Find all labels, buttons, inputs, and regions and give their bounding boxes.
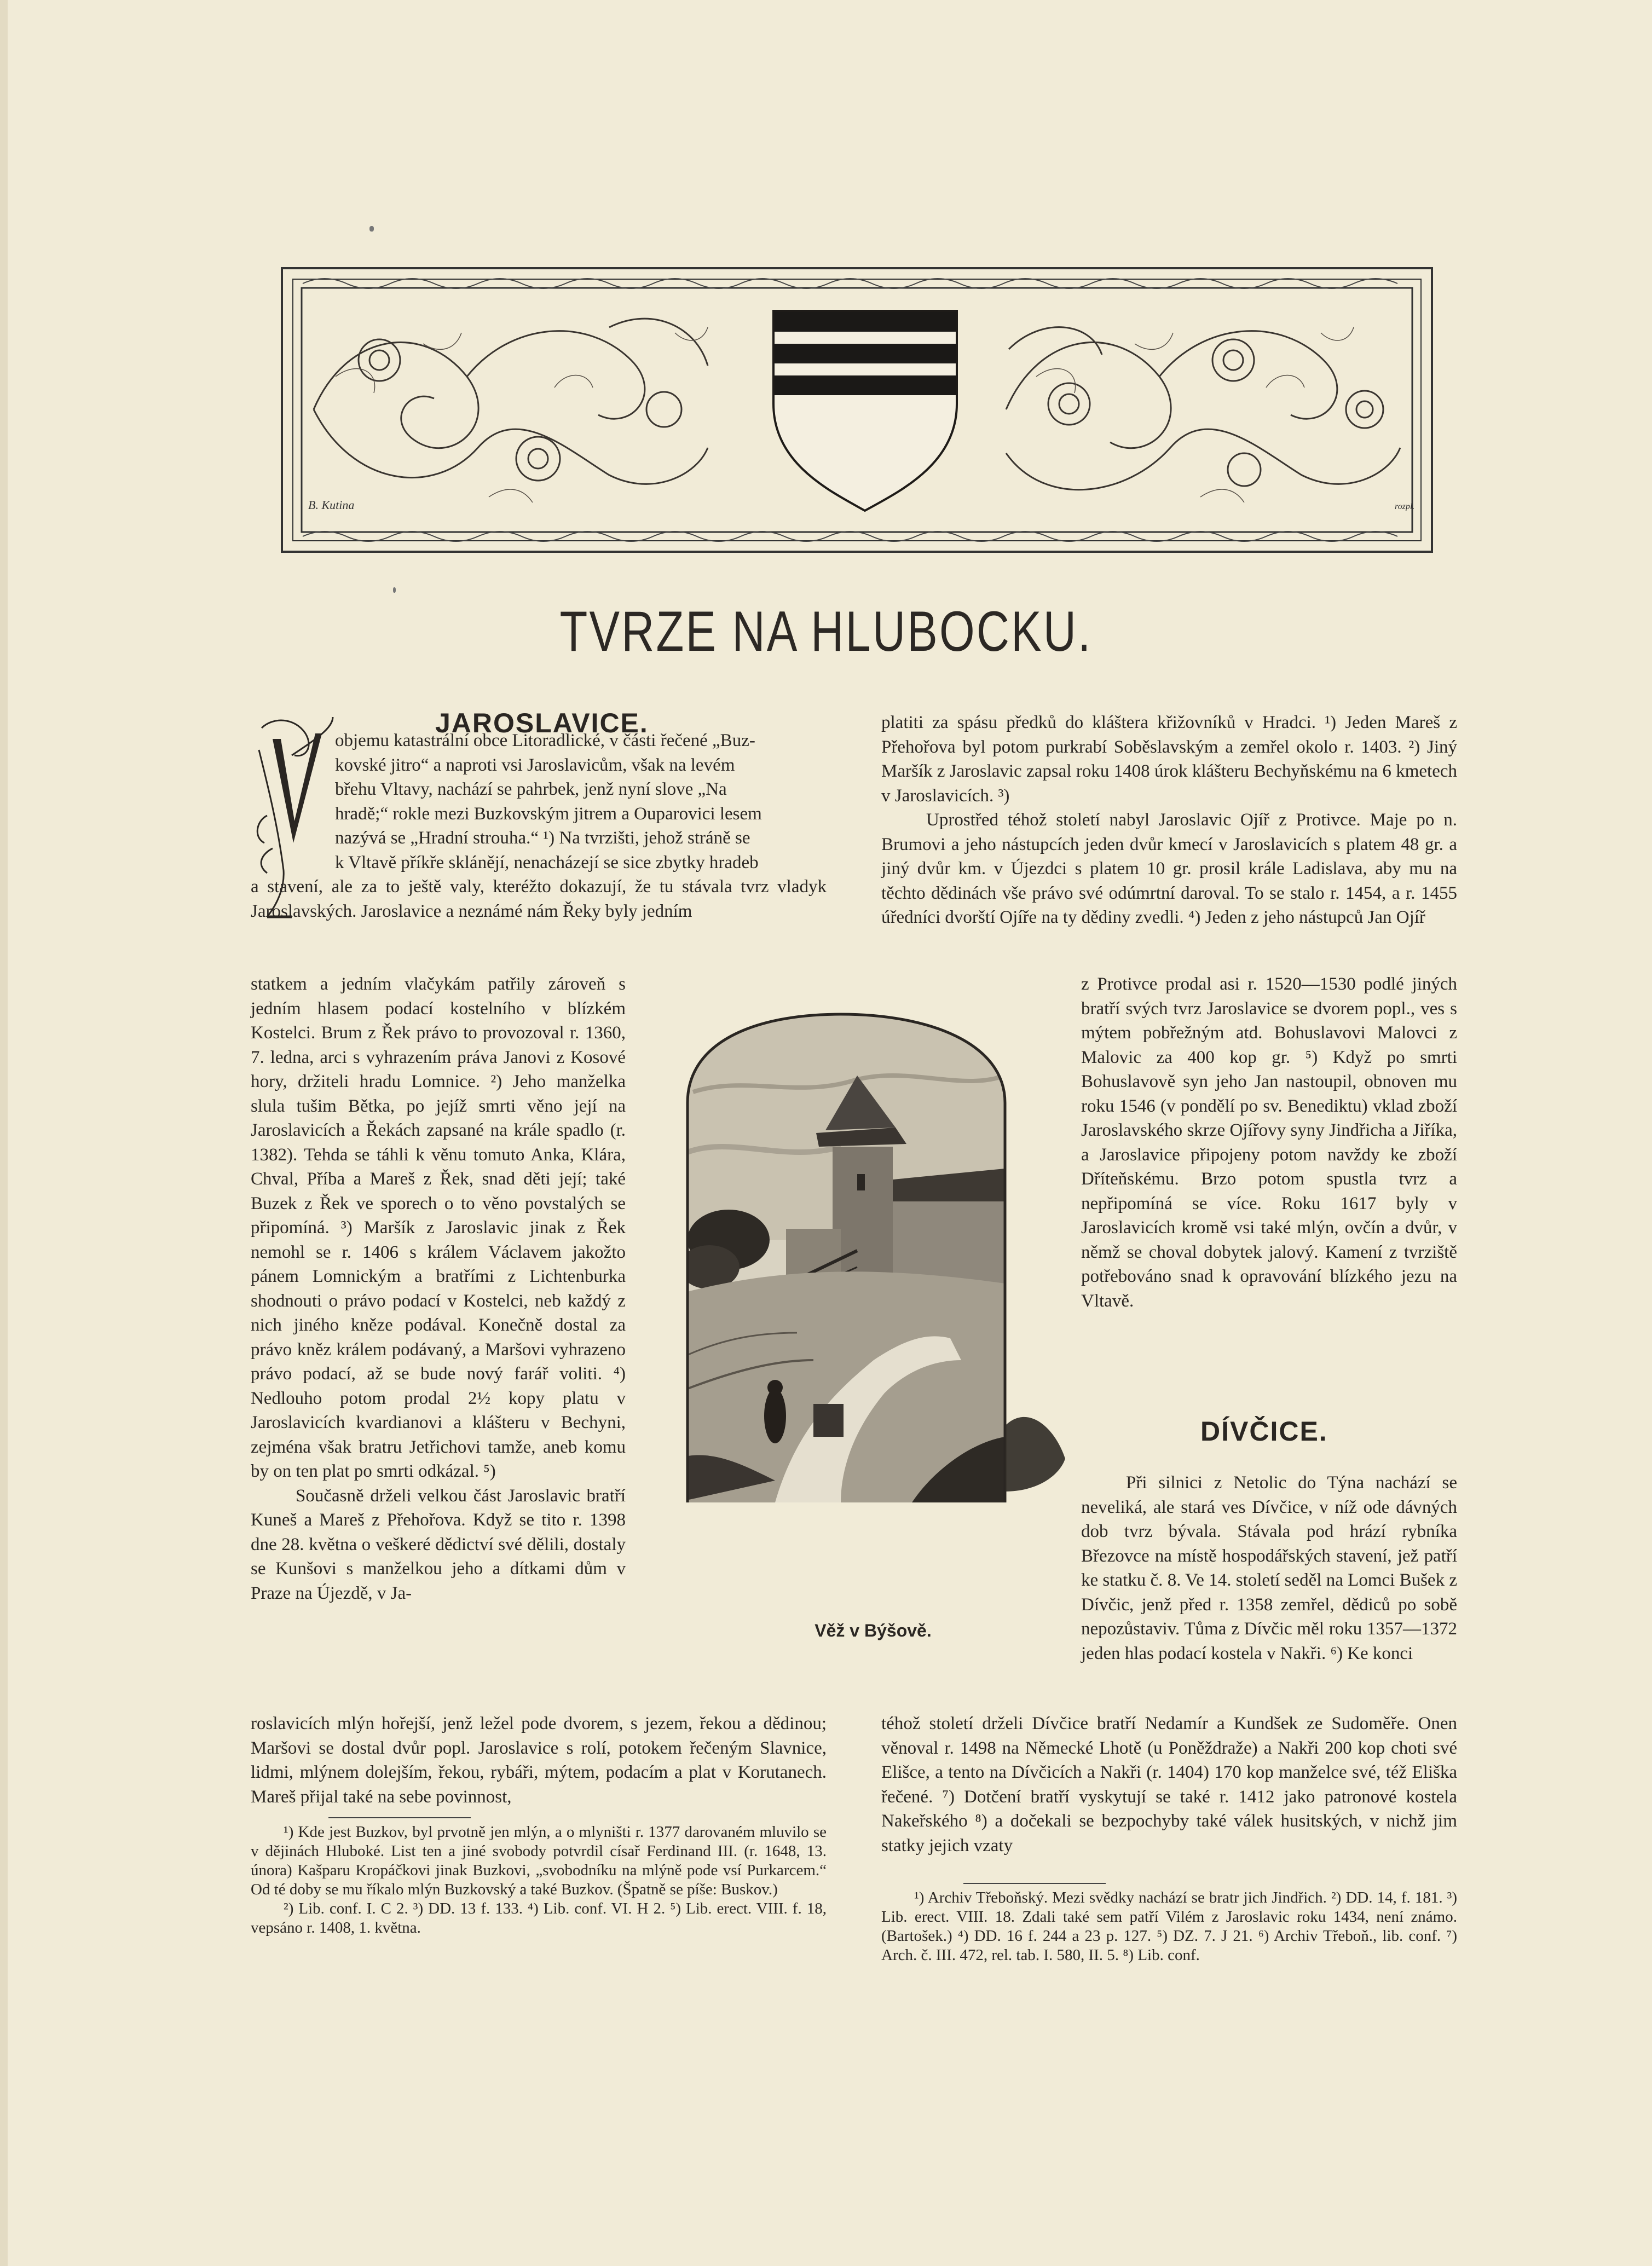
- footnote-rule: [963, 1883, 1106, 1884]
- ink-speck: [369, 226, 374, 232]
- footnotes-left: [251, 1823, 827, 1938]
- footnote: ¹) Archiv Třeboňský. Mezi svědky nachází se bratr jich Jindřich. ²) DD. 14, f. 181. ³) Lib. erect. VIII. 18. Zdali také sem patří Vilém z Jaroslavic roku 1434, není známo. (Bartošek.) ⁴) DD. 16 f. 244 a 23 p. 127. ⁵) DZ. 7. J 21. ⁶) Archiv Třeboň., lib. conf. ⁷) Arch. č. III. 472, rel. tab. I. 580, II. 5. ⁸) Lib. conf.: [881, 1889, 1457, 1964]
- jaroslavice-intro: [335, 729, 827, 875]
- footnote: ²) Lib. conf. I. C 2. ³) DD. 13 f. 133. ⁴) Lib. conf. VI. H 2. ⁵) Lib. erect. VIII. f. 18, vepsáno r. 1408, 1. května.: [251, 1900, 827, 1936]
- text-line: hradě;“ rokle mezi Buzkovským jitrem a Ouparovici lesem: [335, 803, 762, 824]
- text-line: objemu katastrální obce Litoradlické, v části řečené „Buz-: [335, 731, 755, 750]
- section-heading-divcice: DÍVČICE.: [1200, 1416, 1328, 1447]
- text-line: kovské jitro“ a naproti vsi Jaroslavicům, však na levém: [335, 755, 735, 775]
- text-line: k Vltavě příkře sklánějí, nenacházejí se sice zbytky hradeb: [335, 852, 759, 872]
- paragraph: Při silnici z Netolic do Týna nachází se neveliká, ale stará ves Dívčice, v níž ode dávných dob tvrz bývala. Stávala pod hrází rybníka Březovce na místě hospodářských stavení, jež patří ke statku č. 8. Ve 14. století seděl na Lomci Bušek z Dívčic, jenž před r. 1358 zemřel, dědiců po sobě nepozůstaviv. Tůma z Dívčic měl roku 1357—1372 jeden hlas podací kostela v Nakři. ⁶) Ke konci: [1081, 1473, 1457, 1663]
- page-title: TVRZE NA HLUBOCKU.: [559, 600, 1093, 663]
- page-edge: [0, 0, 8, 2266]
- jaroslavice-right-narrow: [1081, 972, 1457, 1313]
- paragraph: téhož století drželi Dívčice bratří Nedamír a Kundšek ze Sudoměře. Onen věnoval r. 1498 na Německé Lhotě (u Poněždraže) a Nakři 200 kop choti své Elišce, a tento na Dívčicích a Nakři (r. 1404) 170 kop manželce své, též Eliška řečené. ⁷) Dotčení bratří vyskytují se také r. 1412 jako patronové kostela Nakeřského ⁸) a dočekali se bezpochyby také válek husitských, v nichž jim statky jejich vzaty: [881, 1714, 1457, 1855]
- footnote: ¹) Kde jest Buzkov, byl prvotně jen mlýn, a o mlyništi r. 1377 darovaném mluvilo se v dějinách Hluboké. List ten a jiné svobody potvrdil císař Ferdinand III. (r. 1648, 13. února) Kašparu Kropáčkovi jinak Buzkovi, „svobodníku na mlýně pode vsí Purkarcem.“ Od té doby se mu říkalo mlýn Buzkovský a také Buzkov. (Špatně se píše: Buskov.): [251, 1823, 827, 1898]
- ornamental-header-banner: [281, 267, 1433, 553]
- paragraph: platiti za spásu předků do kláštera křižovníků v Hradci. ¹) Jeden Mareš z Přehořova byl potom purkrabí Soběslavským a zemřel okolo r. 1403. ²) Jiný Maršík z Jaroslavic zapsal roku 1408 úrok klášteru Bechyňskému na 6 kmetech v Jaroslavicích. ³): [881, 713, 1457, 806]
- jaroslavice-paragraph-1-full: [251, 875, 827, 923]
- divcice-paragraph-narrow: [1081, 1471, 1457, 1666]
- paragraph: Uprostřed téhož století nabyl Jaroslavic Ojíř z Protivce. Maje po n. Brumovi a jeho nástupcích jeden dvůr kmecí v Jaroslavicích s platem 48 gr. a jiný dvůr km. v Újezdci s platem 10 gr. prosil krále Ladislava, aby mu na těchto dědinách vše právo své odúmrtní daroval. To se stalo r. 1454, a r. 1455 úředníci dvorští Ojíře na ty dědiny zvedli. ⁴) Jeden z jeho nástupců Jan Ojíř: [881, 810, 1457, 927]
- paragraph: Současně drželi velkou část Jaroslavic bratří Kuneš a Mareš z Přehořova. Když se tito r. 1398 dne 28. května o veškeré dědictví své dělili, dostaly se Kunšovi s manželkou jeho a dítkami dům v Praze na Újezdě, v Ja-: [251, 1485, 626, 1603]
- paragraph: roslavicích mlýn hořejší, jenž ležel pode dvorem, s jezem, řekou a dědinou; Maršovi se dostal dvůr popl. Jaroslavice s rolí, potokem řečeným Slavnice, lidmi, mlýnem dolejším, řekou, rybáři, mýtem, podacím a plat v Korutanech. Mareš přijal také na sebe povinnost,: [251, 1714, 827, 1807]
- divcice-paragraph-full: [881, 1712, 1457, 1858]
- jaroslavice-paragraph-2-full: [251, 1712, 827, 1809]
- tower-illustration: [677, 1010, 1070, 1502]
- illustration-caption: Věž v Býšově.: [815, 1621, 932, 1640]
- ink-speck: [393, 587, 396, 593]
- section-heading-jaroslavice: JAROSLAVICE.: [435, 708, 649, 738]
- paragraph: statkem a jedním vlačykám patřily zároveň s jedním hlasem podací kostelního v blízkém Kostelci. Brum z Řek právo to provozoval r. 1360, 7. ledna, arci s vyhrazením práva Janovi z Kosové hory, držiteli hradu Lomnice. ²) Jeho manželka slula tušim Bětka, po jejíž smrti věno její na Jaroslavicích a Řekách zapsané na krále spadlo (r. 1382). Tehda se táhli k věnu tomuto Anka, Klára, Chval, Příba a Mareš z Řek, snad děti její; také Buzek z Řek ve sporech o to věno povstalých se připomíná. ³) Maršík z Jaroslavic jinak z Řek nemohl se r. 1406 s králem Václavem jakožto pánem Lomnickým a bratřími z Lichtenburka shodnouti o právo podací v Kostelci, neb každý z nich jiného kněze podával. Konečně dostal za právo kněz králem podávaný, a Maršovi vyhrazeno právo podací, až se bude nový farář voliti. ⁴) Nedlouho potom prodal 2½ kopy platu v Jaroslavicích kvardianovi a klášteru v Bechyni, zejména však bratru Jetřichovi tamže, aneb komu by on ten plat po smrti odkázal. ⁵): [251, 974, 626, 1481]
- text-line: nazývá se „Hradní strouha.“ ¹) Na tvrzišti, jehož stráně se: [335, 828, 750, 848]
- jaroslavice-right-column: [881, 710, 1457, 930]
- jaroslavice-paragraph-1-narrow: [251, 972, 626, 1605]
- footnotes-right: [881, 1888, 1457, 1965]
- paragraph: z Protivce prodal asi r. 1520—1530 podlé jiných bratří svých tvrz Jaroslavice se dvorem popl., ves s mýtem pobřežným atd. Bohuslavovi Malovci z Malovic za 400 kop gr. ⁵) Když po smrti Bohuslavově syn jeho Jan nastoupil, obnoven mu roku 1546 (v pondělí po sv. Benediktu) vklad zboží Jaroslavského skrze Ojířovy syny Jindřicha a Jiříka, a Jaroslavice připojeny potom navždy ke zboží Dříteňskému. Brzo potom spustla tvrz a nepřipomíná se více. Roku 1617 byly v Jaroslavicích kromě vsi také mlýn, ovčín a dvůr, v němž se choval dobytek jalový. Kamení z tvrziště potřebováno snad k opravování blízkého jezu na Vltavě.: [1081, 974, 1457, 1311]
- text-line: břehu Vltavy, nachází se pahrbek, jenž nyní slove „Na: [335, 779, 727, 799]
- svg-text:rozpl.: rozpl.: [1395, 502, 1415, 511]
- coat-of-arms-shield: [773, 311, 957, 511]
- footnote-rule: [328, 1817, 471, 1818]
- svg-text:B. Kutina: B. Kutina: [308, 498, 355, 512]
- paragraph: a stavení, ale za to ještě valy, kteréžto dokazují, že tu stávala tvrz vladyk Jaroslavských. Jaroslavice a neznámé nám Řeky byly jedním: [251, 877, 827, 921]
